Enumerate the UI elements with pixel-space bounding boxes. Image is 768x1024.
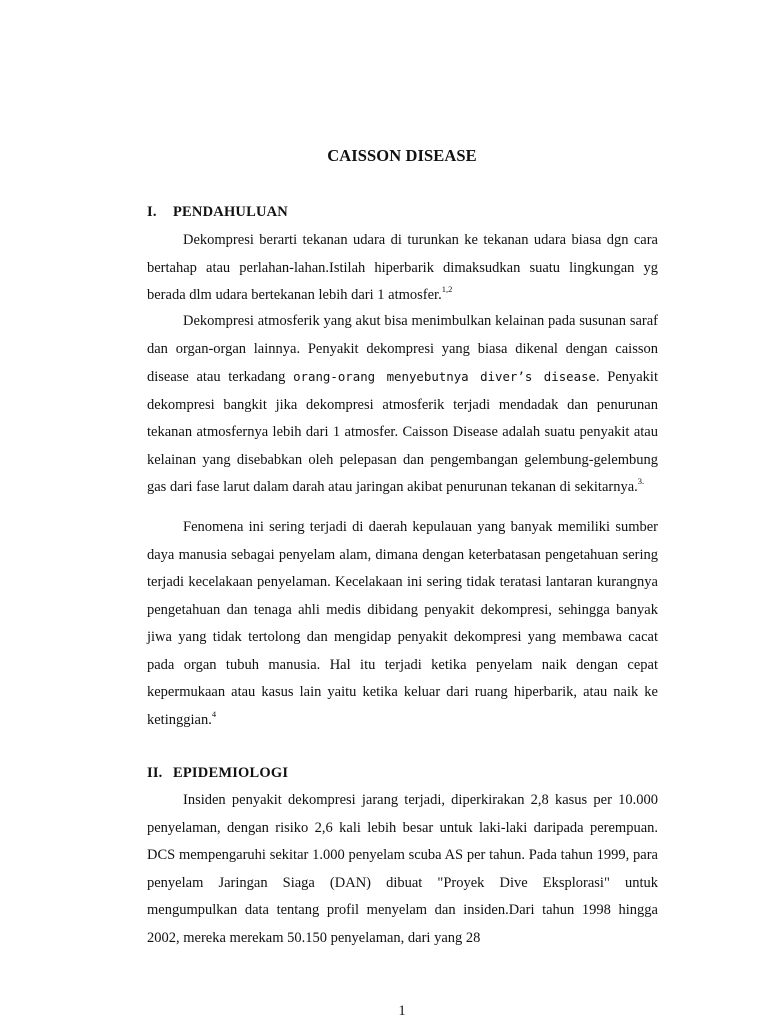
citation-ref: 3.: [637, 476, 645, 486]
section-number: I.: [147, 204, 157, 220]
section-heading-pendahuluan: [147, 204, 288, 221]
section-number: II.: [147, 765, 163, 781]
paragraph-dekompresi-definition: [147, 227, 658, 310]
section-heading-epidemiologi: [147, 765, 288, 782]
page-number: 1: [398, 1003, 406, 1019]
citation-ref: 4: [211, 708, 217, 719]
paragraph-text-monospace: orang-orang menyebutnya diver’s disease: [293, 369, 596, 384]
document-title: CAISSON DISEASE: [327, 146, 477, 165]
paragraph-fenomena: [147, 514, 658, 734]
paragraph-insiden: [147, 787, 658, 952]
paragraph-text: Dekompresi atmosferik yang akut bisa menimbulkan kelainan pada susunan saraf dan organ-organ lainnya. Penyakit dekompresi yang biasa dikenal dengan caisson disease atau terkadang: [147, 313, 658, 385]
paragraph-text: Fenomena ini sering terjadi di daerah kepulauan yang banyak memiliki sumber daya manusia sebagai penyelam alam, dimana dengan keterbatasan pengetahuan sering terjadi kecelakaan penyelaman. Kecelakaan ini sering tidak teratasi lantaran kurangnya pengetahuan dan tenaga ahli medis dibidang penyakit dekompresi, sehingga banyak jiwa yang tidak tertolong dan mengidap penyakit dekompresi yang membawa cacat pada organ tubuh manusia. Hal itu terjadi ketika penyelam naik dengan cepat kepermukaan atau kasus lain yaitu ketika keluar dari ruang hiperbarik, atau naik ke ketinggian.: [147, 519, 658, 728]
paragraph-text: . Penyakit dekompresi bangkit jika dekompresi atmosferik terjadi mendadak dan penurunan tekanan atmosfernya lebih dari 1 atmosfer. Caisson Disease adalah suatu penyakit atau kelainan yang disebabkan oleh pelepasan dan pengembangan gelembung-gelembung gas dari fase larut dalam darah atau jaringan akibat penurunan tekanan di sekitarnya.: [147, 369, 658, 495]
section-title: PENDAHULUAN: [173, 204, 288, 220]
paragraph-dekompresi-atmosferik: [147, 308, 658, 502]
paragraph-text: Insiden penyakit dekompresi jarang terjadi, diperkirakan 2,8 kasus per 10.000 penyelaman, dengan risiko 2,6 kali lebih besar untuk laki-laki daripada perempuan. DCS mempengaruhi sekitar 1.000 penyelam scuba AS per tahun. Pada tahun 1999, para penyelam Jaringan Siaga (DAN) dibuat "Proyek Dive Eksplorasi" untuk mengumpulkan data tentang profil menyelam dan insiden.Dari tahun 1998 hingga 2002, mereka merekam 50.150 penyelaman, dari yang 28: [147, 792, 658, 946]
citation-ref: 1,2: [441, 284, 453, 294]
section-title: EPIDEMIOLOGI: [173, 765, 289, 781]
paragraph-text: Dekompresi berarti tekanan udara di turunkan ke tekanan udara biasa dgn cara bertahap atau perlahan-lahan.Istilah hiperbarik dimaksudkan suatu lingkungan yg berada dlm udara bertekanan lebih dari 1 atmosfer.: [147, 232, 658, 303]
